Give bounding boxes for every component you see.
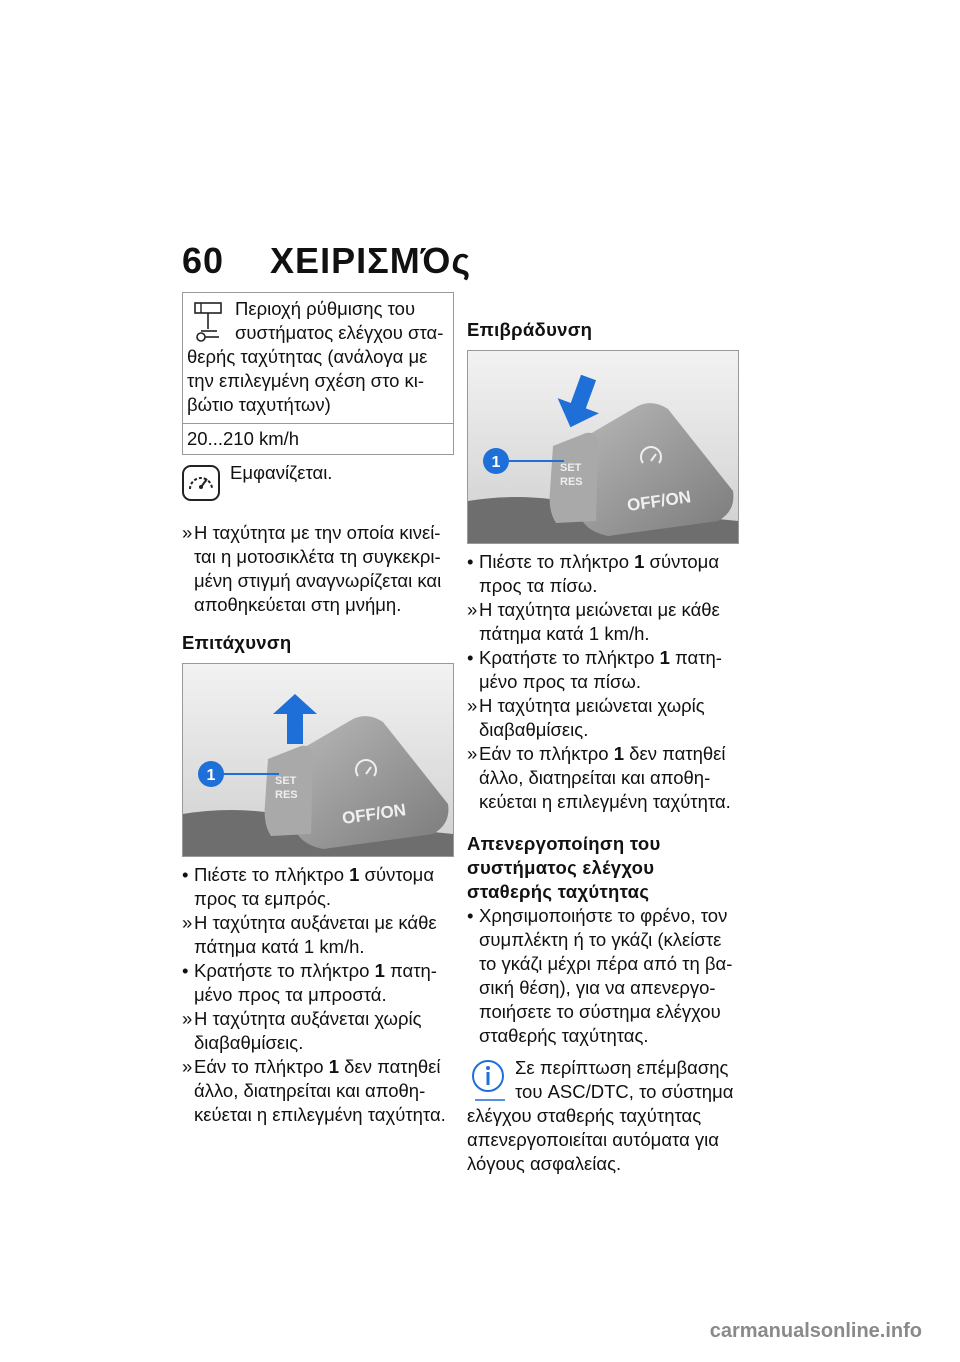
result-item: » Εάν το πλήκτρο 1 δεν πατηθεί άλλο, διατηρείται και αποθη- κεύεται η επιλεγμένη ταχύτητα. [467, 743, 731, 812]
decelerate-figure [467, 350, 739, 544]
spec-label-line: θερής ταχύτητας (ανάλογα με [187, 346, 428, 367]
spec-label-line: συστήματος ελέγχου στα- [235, 322, 444, 343]
spec-label-line: την επιλεγμένη σχέση στο κι- [187, 370, 425, 391]
result-item: » Η ταχύτητα αυξάνεται χωρίς διαβαθμίσεις. [182, 1008, 422, 1053]
step-item: • Κρατήστε το πλήκτρο 1 πατη- μένο προς τα πίσω. [467, 647, 722, 692]
spec-label-line: Περιοχή ρύθμισης του [235, 298, 416, 319]
step-item: • Πιέστε το πλήκτρο 1 σύντομα προς τα εμπρός. [182, 864, 435, 909]
deactivate-heading: Απενεργοποίηση του συστήματος ελέγχου σταθερής ταχύτητας [467, 833, 661, 902]
watermark: carmanualsonline.info [709, 1320, 922, 1342]
accelerate-heading: Επιτάχυνση [182, 632, 292, 653]
speedometer-icon [182, 465, 220, 501]
spec-label-line: βώτιο ταχυτήτων) [187, 394, 331, 415]
appears-text: Εμφανίζεται. [230, 462, 333, 483]
info-icon [471, 1058, 505, 1102]
switch-illustration-decelerate [468, 351, 738, 543]
decelerate-heading: Επιβράδυνση [467, 319, 593, 340]
result-item: » Η ταχύτητα μειώνεται χωρίς διαβαθμίσεις. [467, 695, 705, 740]
set-label: SET [275, 775, 297, 787]
result-stored: » Η ταχύτητα με την οποία κινεί- ται η μοτοσικλέτα τη συγκεκρι- μένη στιγμή αναγνωρίζεται και αποθηκεύεται στη μνήμη. [182, 522, 442, 615]
cruise-control-icon [193, 301, 223, 343]
right-column [467, 318, 739, 1176]
offon-label: OFF/ON [340, 800, 408, 828]
decelerate-steps [467, 550, 739, 814]
spec-box [182, 292, 454, 455]
spec-label [183, 293, 453, 423]
accelerate-figure [182, 663, 454, 857]
result-item: » Εάν το πλήκτρο 1 δεν πατηθεί άλλο, διατηρείται και αποθη- κεύεται η επιλεγμένη ταχύτητα. [182, 1056, 446, 1125]
deactivate-step: • Χρησιμοποιήστε το φρένο, τον συμπλέκτη ή το γκάζι (κλείστε το γκάζι μέχρι πέρα από τη βα- σική θέση), για να απενεργο- ποιήσετε το σύστημα ελέγχου σταθερής ταχύτητας. [467, 905, 733, 1046]
res-label: RES [560, 476, 583, 488]
appears-row [182, 461, 454, 507]
left-column [182, 292, 454, 1127]
page-title: ΧΕΙΡΙΣΜΌς [270, 240, 472, 281]
switch-illustration-accelerate [183, 664, 453, 856]
page-header [182, 240, 471, 282]
result-item: » Η ταχύτητα μειώνεται με κάθε πάτημα κατά 1 km/h. [467, 599, 720, 644]
callout-number: 1 [491, 454, 501, 471]
set-label: SET [560, 462, 582, 474]
page-number: 60 [182, 240, 225, 281]
step-item: • Πιέστε το πλήκτρο 1 σύντομα προς τα πίσω. [467, 551, 720, 596]
step-item: • Κρατήστε το πλήκτρο 1 πατη- μένο προς τα μπροστά. [182, 960, 437, 1005]
spec-value: 20...210 km/h [183, 423, 453, 454]
offon-label: OFF/ON [625, 487, 693, 515]
callout-number: 1 [206, 767, 216, 784]
result-item: » Η ταχύτητα αυξάνεται με κάθε πάτημα κατά 1 km/h. [182, 912, 437, 957]
info-note: Σε περίπτωση επέμβασης του ASC/DTC, το σύστημα ελέγχου σταθερής ταχύτητας απενεργοποιείται αυτόματα για λόγους ασφαλείας. [467, 1057, 734, 1174]
res-label: RES [275, 789, 298, 801]
accelerate-steps [182, 863, 454, 1127]
